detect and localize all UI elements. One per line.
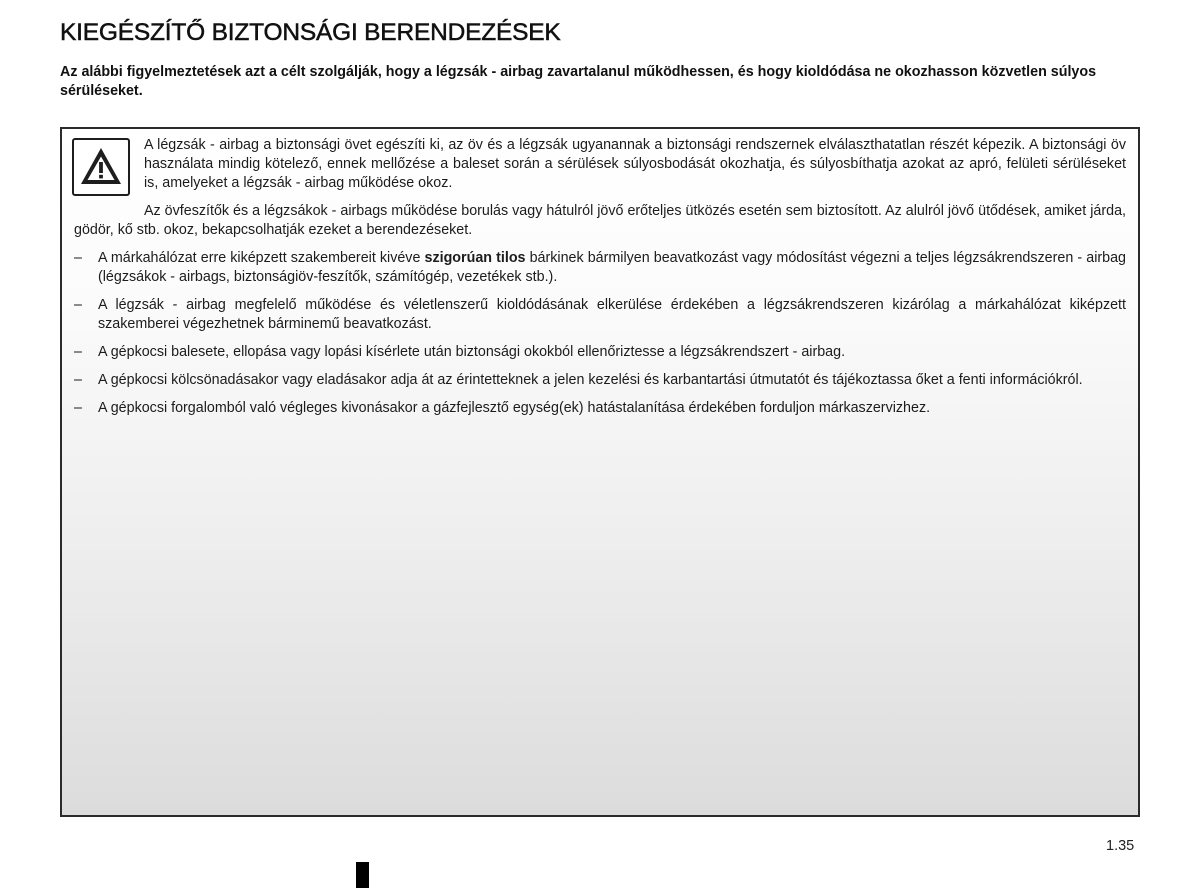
list-item-text: A gépkocsi forgalomból való végleges kivonásakor a gázfejlesztő egység(ek) hatástalanítása érdekében forduljon márkaszervizhez. (98, 400, 931, 416)
list-item (74, 399, 1126, 418)
bullet-dash: – (74, 297, 82, 313)
page-title: KIEGÉSZÍTŐ BIZTONSÁGI BERENDEZÉSEK (60, 19, 561, 46)
list-item (74, 343, 1126, 362)
list-item-text: A gépkocsi balesete, ellopása vagy lopási kísérlete után biztonsági okokból ellenőriztesse a légzsákrendszert - airbag. (98, 344, 846, 360)
list-item (74, 371, 1126, 390)
warning-paragraph: A légzsák - airbag a biztonsági övet egészíti ki, az öv és a légzsák ugyanannak a biztonsági rendszernek elválaszthatatlan részét képezik. A biztonsági öv használata mindig kötelező, ennek mellőzése a baleset során a sérülések súlyosbodását okozhatja, és súlyosbíthatja azokat az apró, felületi sérüléseket is, amelyeket a légzsák - airbag működése okoz. (144, 137, 1126, 191)
list-item-text: A márkahálózat erre kiképzett szakembereit kivéve (98, 250, 425, 266)
list-item (74, 249, 1126, 287)
page-number: 1.35 (1106, 838, 1135, 854)
list-item-text: A gépkocsi kölcsönadásakor vagy eladásakor adja át az érintetteknek a jelen kezelési és karbantartási útmutatót és tájékoztassa őket a fenti információkról. (98, 372, 1083, 388)
warning-box (60, 127, 1140, 817)
warning-paragraph: Az övfeszítők és a légzsákok - airbags működése borulás vagy hátulról jövő erőteljes ütközés esetén sem biztosított. Az alulról jövő ütődések, amiket járda, gödör, kő stb. okoz, bekapcsolhatják ezeket a berendezéseket. (74, 203, 1126, 238)
list-item-text: bárkinek bármilyen beavatkozást vagy módosítást végezni a teljes légzsákrendszeren - airbag (légzsákok - airbags, biztonságiöv-feszítők, számítógép, vezetékek stb.). (98, 250, 1126, 285)
intro-paragraph: Az alábbi figyelmeztetések azt a célt szolgálják, hogy a légzsák - airbag zavartalanul működhessen, és hogy kioldódása ne okozhasson közvetlen súlyos sérüléseket. (60, 64, 1097, 99)
bullet-dash: – (74, 372, 82, 388)
bullet-dash: – (74, 344, 82, 360)
bullet-dash: – (74, 400, 82, 416)
list-item (74, 296, 1126, 334)
page-edge-marker (356, 862, 369, 888)
bullet-dash: – (74, 250, 82, 266)
list-item-emphasis: szigorúan tilos (424, 250, 526, 266)
warning-text (74, 136, 1126, 427)
list-item-text: A légzsák - airbag megfelelő működése és véletlenszerű kioldódásának elkerülése érdekében a légzsákrendszeren kizárólag a márkahálózat kiképzett szakemberei végezhetnek bárminemű beavatkozást. (98, 297, 1126, 332)
